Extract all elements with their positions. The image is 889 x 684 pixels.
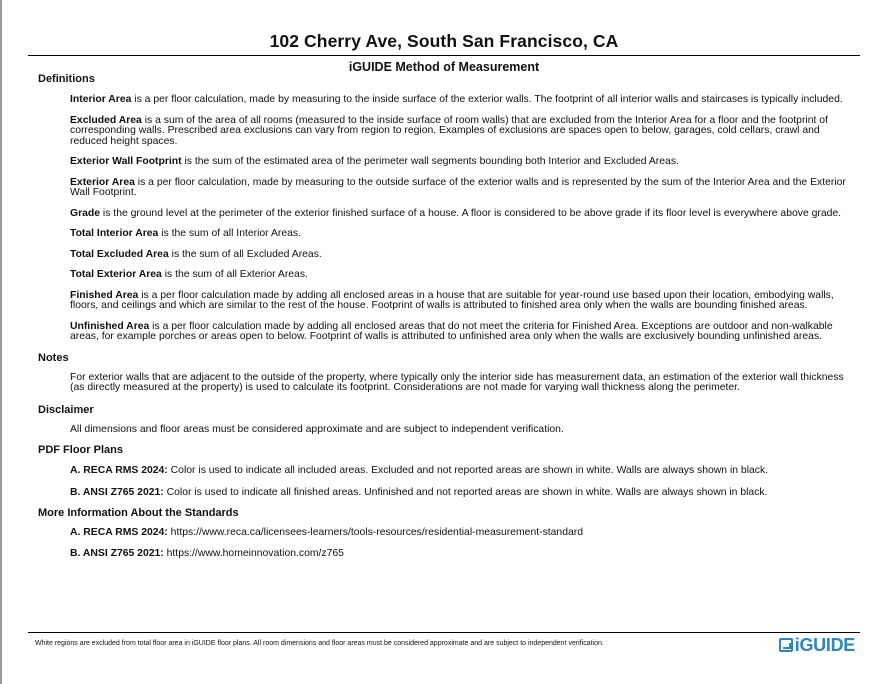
definition-total-exterior-area [70, 270, 860, 281]
definition-term: Exterior Area [70, 176, 135, 188]
definition-text: is the ground level at the perimeter of the exterior finished surface of a house. A floor is considered to be above grade if its floor level is everywhere above grade. [100, 207, 842, 219]
iguide-logo [779, 634, 855, 656]
standard-url[interactable]: https://www.reca.ca/licensees-learners/tools-resources/residential-measurement-standard [167, 527, 584, 538]
standard-text: Color is used to indicate all finished areas. Unfinished and not reported areas are shown in white. Walls are always shown in black. [163, 486, 768, 498]
footer-note: White regions are excluded from total floor area in iGUIDE floor plans. All room dimensions and floor areas must be considered approximate and are subject to independent verification. [35, 640, 604, 647]
document-page [28, 0, 860, 559]
definition-term: Total Exterior Area [70, 269, 162, 280]
definition-text: is the sum of all Interior Areas. [158, 228, 301, 239]
notes-text: For exterior walls that are adjacent to the outside of the property, where typically only the interior side has measurement data, an estimation of the exterior wall thickness (as directly measured at the property) is used to calculate its footprint. Considerations are not made for varying wall thickness along the perimeter. [70, 371, 844, 393]
definition-excluded-area [70, 116, 860, 148]
standard-term: A. RECA RMS 2024: [70, 527, 168, 538]
definition-unfinished-area [70, 322, 860, 343]
definition-term: Excluded Area [70, 114, 142, 126]
disclaimer-heading: Disclaimer [38, 403, 94, 416]
definition-total-excluded-area [70, 250, 860, 261]
logo-text: iGUIDE [794, 634, 855, 655]
iguide-logo-icon [779, 638, 793, 652]
definition-text: is a per floor calculation, made by measuring to the inside surface of the exterior walls. The footprint of all interior walls and staircases is typically included. [131, 94, 843, 105]
standard-term: A. RECA RMS 2024: [70, 465, 168, 476]
definition-term: Total Excluded Area [70, 248, 169, 260]
definition-term: Total Interior Area [70, 228, 159, 239]
definition-text: is a sum of the area of all rooms (measured to the inside surface of room walls) that are excluded from the Interior Area for a floor and the footprint of corresponding walls. Prescribed area exclusions can vary from region to region. Examples of exclusions are spaces open to below, garages, cold cellars, crawl and reduced height spaces. [70, 114, 828, 147]
definition-term: Interior Area [70, 94, 132, 105]
more-info-heading: More Information About the Standards [38, 507, 239, 519]
definition-text: is a per floor calculation made by adding all enclosed areas that do not meet the criteria for Finished Area. Exceptions are outdoor and non-walkable areas, for example porches or areas open to below. Footprint of walls is attributed to unfinished area only when the walls are exclusively bounding unfinished areas. [70, 320, 833, 342]
disclaimer-text: All dimensions and floor areas must be considered approximate and are subject to independent verification. [70, 423, 564, 435]
footer-divider [28, 632, 860, 633]
more-info-ansi-link[interactable] [70, 549, 860, 560]
page-title: 102 Cherry Ave, South San Francisco, CA [269, 31, 619, 51]
definition-term: Finished Area [70, 289, 139, 301]
definition-grade [70, 209, 860, 220]
definition-exterior-area [70, 178, 860, 199]
page-edge [0, 0, 2, 684]
standard-url[interactable]: https://www.homeinnovation.com/z765 [163, 547, 344, 559]
definition-interior-area [70, 95, 860, 106]
title-divider [28, 55, 860, 56]
definition-term: Unfinished Area [70, 320, 150, 332]
definition-term: Grade [70, 207, 101, 219]
definition-term: Exterior Wall Footprint [70, 156, 182, 167]
page-subtitle: iGUIDE Method of Measurement [348, 60, 540, 74]
definition-text: is the sum of the estimated area of the perimeter wall segments bounding both Interior and Excluded Areas. [181, 156, 679, 167]
definition-exterior-wall-footprint [70, 157, 860, 168]
definition-finished-area [70, 291, 860, 312]
definition-total-interior-area [70, 229, 860, 240]
notes-heading: Notes [38, 351, 69, 364]
definition-text: is the sum of all Exterior Areas. [161, 269, 308, 280]
floor-plan-standard-reca [70, 466, 860, 477]
definition-text: is a per floor calculation made by adding all enclosed areas in a house that are suitable for year-round use based upon their location, embodying walls, floors, and ceilings and which are similar to the rest of the house. Footprint of walls is attributed to finished area only when the walls are bounding finished areas. [70, 289, 834, 311]
standard-text: Color is used to indicate all included areas. Excluded and not reported areas are shown in white. Walls are always shown in black. [167, 465, 769, 476]
floor-plan-standard-ansi [70, 488, 860, 499]
definition-text: is the sum of all Excluded Areas. [168, 248, 322, 260]
definitions-heading: Definitions [38, 73, 95, 85]
standard-term: B. ANSI Z765 2021: [70, 486, 164, 498]
standard-term: B. ANSI Z765 2021: [70, 547, 164, 559]
pdf-floor-plans-heading: PDF Floor Plans [38, 444, 123, 456]
more-info-reca-link[interactable] [70, 528, 860, 539]
definition-text: is a per floor calculation, made by measuring to the outside surface of the exterior walls and is represented by the sum of the Interior Area and the Exterior Wall Footprint. [70, 176, 846, 198]
